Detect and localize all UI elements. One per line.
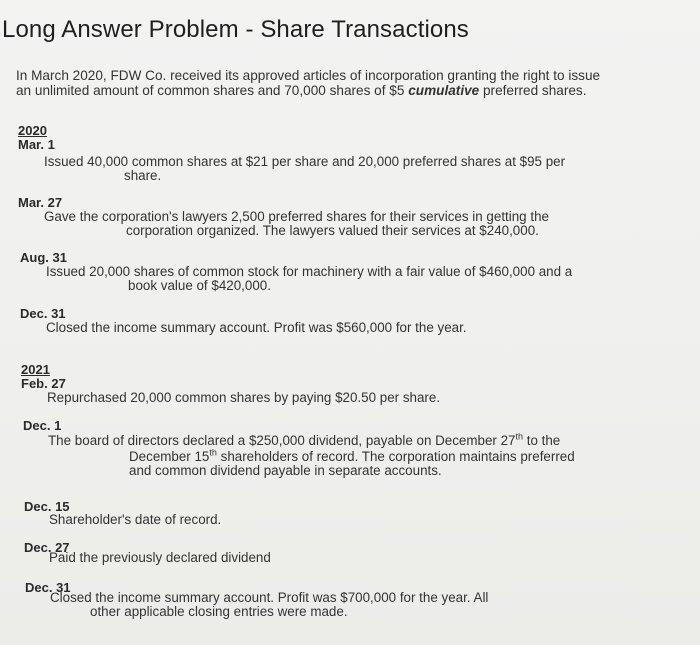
entry-line: [48, 447, 575, 464]
entry-line: other applicable closing entries were made.: [90, 604, 348, 619]
entry-line: Repurchased 20,000 common shares by paying $20.50 per share.: [47, 390, 441, 405]
entry-line: [48, 431, 575, 448]
year-heading-2020: 2020: [18, 123, 47, 138]
entry-date-aug-31: Aug. 31: [20, 250, 67, 265]
ordinal-suffix: th: [209, 447, 217, 458]
entry-date-mar-1: Mar. 1: [18, 137, 55, 152]
entry-text-aug-31: [46, 265, 572, 293]
entry-line: Shareholder's date of record.: [49, 512, 222, 527]
entry-line-part: to the: [523, 433, 561, 448]
entry-date-dec-1: Dec. 1: [23, 418, 62, 433]
entry-text-dec-31-2021: [50, 591, 488, 619]
entry-line-part: shareholders of record. The corporation maintains preferred: [216, 449, 575, 464]
year-heading-2021: 2021: [21, 362, 50, 377]
entry-line: share.: [124, 168, 162, 183]
entry-date-dec-31-2020: Dec. 31: [20, 306, 66, 321]
ordinal-suffix: th: [515, 431, 524, 442]
entry-line: Closed the income summary account. Profit was $560,000 for the year.: [46, 320, 467, 335]
entry-date-feb-27: Feb. 27: [21, 376, 66, 391]
page-title: Long Answer Problem - Share Transactions: [2, 16, 469, 43]
entry-date-dec-31-2021: Dec. 31: [25, 580, 71, 595]
entry-line: Gave the corporation's lawyers 2,500 preferred shares for their services in getting the: [44, 209, 549, 224]
entry-text-dec-15: [49, 513, 221, 527]
entry-text-mar-27: [44, 210, 549, 238]
intro-emphasis: cumulative: [408, 83, 480, 98]
entry-line-part: December 15: [129, 449, 210, 464]
entry-text-dec-31-2020: [46, 321, 467, 335]
entry-text-feb-27: [47, 391, 440, 405]
entry-line: book value of $420,000.: [128, 278, 271, 293]
intro-text-end: preferred shares.: [479, 83, 587, 98]
entry-date-mar-27: Mar. 27: [18, 195, 63, 210]
entry-line: Issued 40,000 common shares at $21 per share and 20,000 preferred shares at $95 per: [44, 154, 566, 169]
entry-text-dec-27: [49, 551, 271, 565]
entry-date-dec-15: Dec. 15: [24, 499, 70, 514]
intro-text-start: In March 2020, FDW Co. received its approved articles of incorporation granting the right to issue an unlimited amount of common shares and 70,000 shares of $5: [16, 68, 601, 98]
intro-paragraph: [16, 68, 616, 98]
entry-line-part: The board of directors declared a $250,000 dividend, payable on December 27: [48, 433, 516, 448]
entry-line: Paid the previously declared dividend: [49, 550, 271, 565]
entry-line: Issued 20,000 shares of common stock for machinery with a fair value of $460,000 and a: [46, 264, 573, 279]
entry-text-dec-1: [48, 431, 575, 478]
entry-line: Closed the income summary account. Profit was $700,000 for the year. All: [50, 590, 489, 605]
entry-line: and common dividend payable in separate accounts.: [129, 463, 442, 478]
entry-line: corporation organized. The lawyers valued their services at $240,000.: [126, 223, 539, 238]
entry-date-dec-27: Dec. 27: [24, 540, 70, 555]
entry-text-mar-1: [44, 155, 565, 183]
